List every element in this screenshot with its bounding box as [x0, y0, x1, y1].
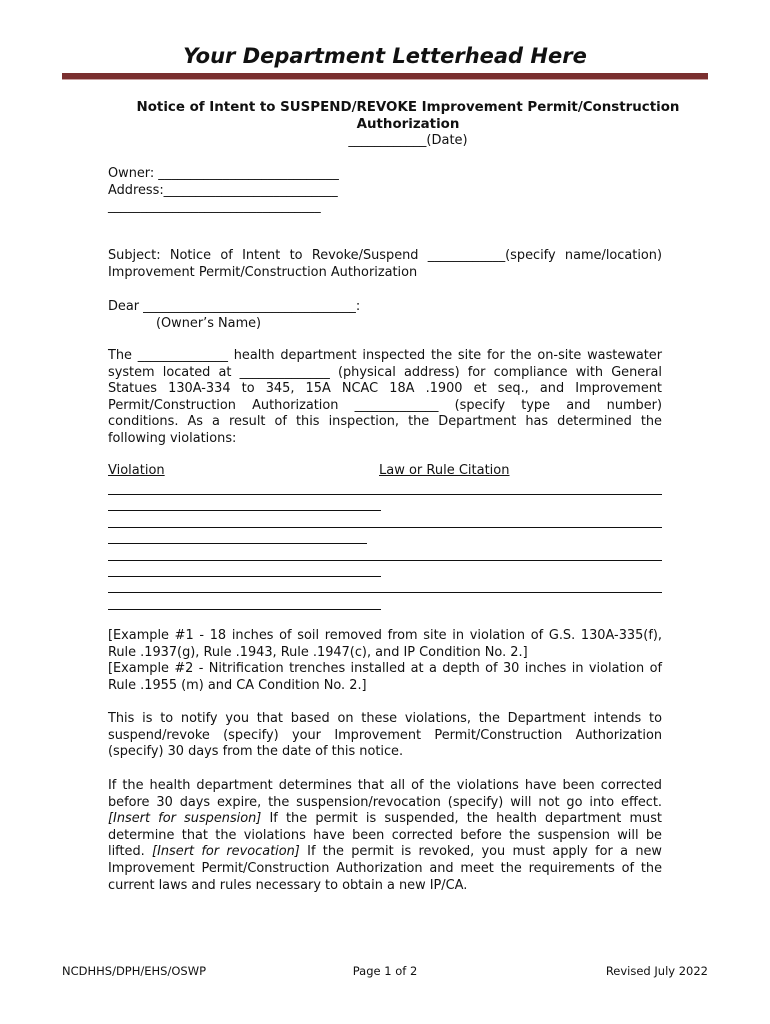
- letterhead-rule: [62, 73, 708, 80]
- fill-line: [108, 596, 662, 612]
- correction-text-a: If the health department determines that all of the violations have been corrected before 30 days expire, the suspension/revocation (specify) will not go into effect.: [108, 778, 662, 810]
- fill-line: [108, 530, 662, 546]
- correction-paragraph: [108, 778, 662, 894]
- notice-title-line1: Notice of Intent to SUSPEND/REVOKE Improvement Permit/Construction: [136, 100, 680, 115]
- owners-name-label: (Owner’s Name): [156, 315, 262, 331]
- date-line: ____________(Date): [348, 133, 468, 148]
- notice-title-line2: Authorization: [356, 117, 460, 132]
- fill-line: [108, 563, 662, 579]
- footer-agency: NCDHHS/DPH/EHS/OSWP: [62, 964, 207, 978]
- notice-title: [108, 99, 708, 133]
- example-2: [Example #2 - Nitrification trenches installed at a depth of 30 inches in violation of Rule .1955 (m) and CA Condition No. 2.]: [108, 661, 662, 693]
- violation-header: Violation: [108, 463, 165, 478]
- owner-address-block: [108, 166, 662, 216]
- dear-line: Dear _________________________________:: [108, 299, 361, 314]
- insert-suspension-note: [Insert for suspension]: [108, 811, 262, 827]
- notification-paragraph: This is to notify you that based on these violations, the Department intends to suspend/revoke (specify) your Improvement Permit/Construction Authorization (specify) 30 days from the date of this notice.: [108, 711, 662, 760]
- salutation-block: [108, 299, 662, 332]
- examples-block: [108, 628, 662, 694]
- violation-fill-lines: [108, 481, 662, 612]
- fill-line: [108, 547, 662, 563]
- fill-line: [108, 497, 662, 513]
- address-line-2: _________________________________: [108, 199, 321, 215]
- subject-paragraph: Subject: Notice of Intent to Revoke/Suspend ____________(specify name/location) Improvement Permit/Construction Authorization: [108, 248, 662, 280]
- fill-line: [108, 514, 662, 530]
- footer-revision: Revised July 2022: [605, 964, 708, 978]
- insert-revocation-note: [Insert for revocation]: [152, 844, 300, 860]
- correction-text-c: If the permit is suspended, the health department must determine that the violations have been corrected before the suspension will be lifted.: [108, 811, 662, 860]
- fill-line: [108, 579, 662, 595]
- citation-header: Law or Rule Citation: [379, 463, 510, 478]
- letterhead-title: Your Department Letterhead Here: [183, 44, 587, 68]
- address-line: Address:___________________________: [108, 182, 338, 198]
- correction-text-e: If the permit is revoked, you must apply for a new Improvement Permit/Construction Authorization and meet the requirements of the current laws and rules necessary to obtain a new IP/CA.: [108, 844, 662, 893]
- example-1: [Example #1 - 18 inches of soil removed from site in violation of G.S. 130A-335(f), Rule .1937(g), Rule .1943, Rule .1947(c), and IP Condition No. 2.]: [108, 628, 662, 660]
- inspection-paragraph: The ______________ health department inspected the site for the on-site wastewater system located at ______________ (physical address) for compliance with General Statues 130A-334 to 345, 15A NCAC 18A .1900 et seq., and Improvement Permit/Construction Authorization _____________ (specify type and number) conditions. As a result of this inspection, the Department has determined the following violations:: [108, 348, 662, 446]
- fill-line: [108, 481, 662, 497]
- footer-page-number: Page 1 of 2: [352, 964, 418, 978]
- owner-line: Owner: ____________________________: [108, 166, 339, 181]
